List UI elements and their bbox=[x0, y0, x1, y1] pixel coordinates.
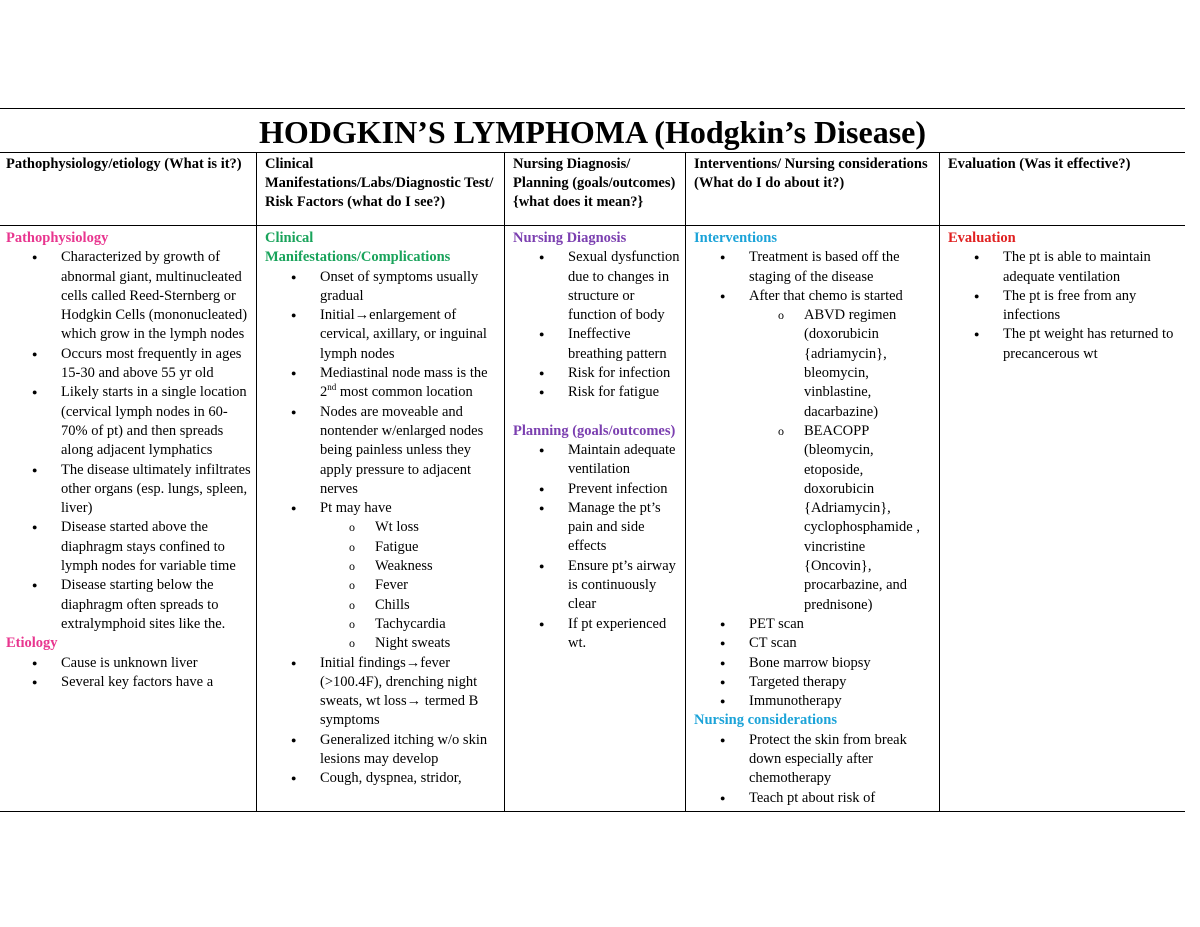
clinical-list bbox=[265, 268, 501, 789]
arrow-icon: → bbox=[406, 693, 422, 710]
header-clinical-manifestations: Clinical Manifestations/Labs/Diagnostic Test/ Risk Factors (what do I see?) bbox=[265, 156, 494, 211]
sublist-item: o Night sweats bbox=[375, 634, 501, 653]
list-item: ● Manage the pt’s pain and side effects bbox=[568, 499, 681, 557]
column-divider bbox=[685, 152, 686, 811]
list-item: ● Mediastinal node mass is the 2nd most common location bbox=[320, 364, 501, 403]
list-item: ● Teach pt about risk of bbox=[749, 789, 936, 808]
arrow-icon: → bbox=[354, 307, 370, 324]
list-item: ● Generalized itching w/o skin lesions may develop bbox=[320, 731, 501, 770]
list-item: ● Cause is unknown liver bbox=[61, 654, 252, 673]
list-item: ● Likely starts in a single location (cervical lymph nodes in 60-70% of pt) and then spreads along adjacent lymphatics bbox=[61, 383, 252, 460]
pathophysiology-list bbox=[6, 248, 252, 634]
title-divider bbox=[0, 152, 1185, 153]
column-divider bbox=[256, 152, 257, 811]
section-title-etiology: Etiology bbox=[6, 635, 58, 652]
list-item: ● Risk for fatigue bbox=[568, 383, 681, 402]
list-item: ● The pt is able to maintain adequate ventilation bbox=[1003, 248, 1180, 287]
list-item: ● Immunotherapy bbox=[749, 692, 936, 711]
list-item: ● Cough, dyspnea, stridor, bbox=[320, 769, 501, 788]
list-item: ● Initial→enlargement of cervical, axillary, or inguinal lymph nodes bbox=[320, 306, 501, 364]
sublist-item: o BEACOPP (bleomycin, etoposide, doxorubicin {Adriamycin}, cyclophosphamide , vincristine {Oncovin}, procarbazine, and prednisone) bbox=[804, 422, 936, 615]
arrow-icon: → bbox=[405, 654, 421, 671]
section-title-pathophysiology: Pathophysiology bbox=[6, 230, 109, 246]
list-item: ● Bone marrow biopsy bbox=[749, 654, 936, 673]
list-item: ● PET scan bbox=[749, 615, 936, 634]
header-divider bbox=[0, 225, 1185, 226]
header-pathophysiology: Pathophysiology/etiology (What is it?) bbox=[6, 156, 242, 172]
list-item: ● Several key factors have a bbox=[61, 673, 252, 692]
nursing-considerations-list bbox=[694, 731, 936, 808]
list-item: ● Risk for infection bbox=[568, 364, 681, 383]
section-title-nursing-considerations: Nursing considerations bbox=[694, 712, 838, 729]
list-item: ● Pt may have o Wt loss o Fatigue o Weakness o Fever o Chills o Tachycardia o Night sweats bbox=[320, 499, 501, 653]
column-interventions bbox=[694, 229, 936, 808]
list-item: ● Characterized by growth of abnormal giant, multinucleated cells called Reed-Sternberg or Hodgkin Cells (mononucleated) which grow in the lymph nodes bbox=[61, 248, 252, 344]
column-nursing-diagnosis bbox=[513, 229, 681, 653]
sublist-item: o ABVD regimen (doxorubicin {adriamycin}, bleomycin, vinblastine, dacarbazine) bbox=[804, 306, 936, 422]
list-item: ● The pt weight has returned to precancerous wt bbox=[1003, 325, 1180, 364]
header-evaluation: Evaluation (Was it effective?) bbox=[948, 156, 1131, 172]
etiology-list bbox=[6, 654, 252, 693]
column-evaluation bbox=[948, 229, 1180, 364]
sublist-item: o Weakness bbox=[375, 557, 501, 576]
sublist-item: o Fever bbox=[375, 576, 501, 595]
list-item: ● Initial findings→fever (>100.4F), drenching night sweats, wt loss→ termed B symptoms bbox=[320, 654, 501, 731]
list-item: ● Ensure pt’s airway is continuously clear bbox=[568, 557, 681, 615]
column-divider bbox=[939, 152, 940, 811]
list-item: ● After that chemo is started o ABVD regimen (doxorubicin {adriamycin}, bleomycin, vinblastine, dacarbazine) o BEACOPP (bleomycin, etoposide, doxorubicin {Adriamycin}, cyclophosphamide , vincristine {Oncovin}, procarbazine, and prednisone) bbox=[749, 287, 936, 615]
list-item: ● Sexual dysfunction due to changes in structure or function of body bbox=[568, 248, 681, 325]
list-item: ● Prevent infection bbox=[568, 480, 681, 499]
list-item: ● Protect the skin from break down especially after chemotherapy bbox=[749, 731, 936, 789]
list-item: ● Treatment is based off the staging of the disease bbox=[749, 248, 936, 287]
section-title-planning: Planning (goals/outcomes) bbox=[513, 422, 676, 439]
list-item: ● Ineffective breathing pattern bbox=[568, 325, 681, 364]
sublist-item: o Chills bbox=[375, 596, 501, 615]
section-title-nursing-diagnosis: Nursing Diagnosis bbox=[513, 230, 627, 246]
page-title: HODGKIN’S LYMPHOMA (Hodgkin’s Disease) bbox=[259, 114, 926, 150]
section-title-interventions: Interventions bbox=[694, 230, 777, 246]
planning-list bbox=[513, 441, 681, 653]
section-title-clinical: Clinical Manifestations/Complications bbox=[265, 230, 451, 266]
symptom-sublist bbox=[320, 518, 501, 653]
sublist-item: o Fatigue bbox=[375, 538, 501, 557]
regimen-sublist bbox=[749, 306, 936, 615]
list-item: ● Nodes are moveable and nontender w/enlarged nodes being painless unless they apply pressure to adjacent nerves bbox=[320, 403, 501, 499]
list-item: ● CT scan bbox=[749, 634, 936, 653]
header-interventions: Interventions/ Nursing considerations (What do I do about it?) bbox=[694, 156, 928, 192]
list-item: ● The pt is free from any infections bbox=[1003, 287, 1180, 326]
list-item: ● Onset of symptoms usually gradual bbox=[320, 268, 501, 307]
column-clinical-manifestations bbox=[265, 229, 501, 789]
section-title-evaluation: Evaluation bbox=[948, 230, 1016, 246]
list-item: ● Maintain adequate ventilation bbox=[568, 441, 681, 480]
evaluation-list bbox=[948, 248, 1180, 364]
list-item: ● If pt experienced wt. bbox=[568, 615, 681, 654]
list-item: ● The disease ultimately infiltrates other organs (esp. lungs, spleen, liver) bbox=[61, 461, 252, 519]
column-divider bbox=[504, 152, 505, 811]
sublist-item: o Wt loss bbox=[375, 518, 501, 537]
column-pathophysiology bbox=[6, 229, 252, 692]
list-item: ● Disease starting below the diaphragm often spreads to extralymphoid sites like the. bbox=[61, 576, 252, 634]
care-plan-table bbox=[0, 108, 1185, 812]
list-item: ● Disease started above the diaphragm stays confined to lymph nodes for variable time bbox=[61, 518, 252, 576]
diagnosis-list bbox=[513, 248, 681, 402]
sublist-item: o Tachycardia bbox=[375, 615, 501, 634]
list-item: ● Targeted therapy bbox=[749, 673, 936, 692]
list-item: ● Occurs most frequently in ages 15-30 and above 55 yr old bbox=[61, 345, 252, 384]
header-nursing-diagnosis: Nursing Diagnosis/ Planning (goals/outcomes) {what does it mean?} bbox=[513, 156, 676, 211]
interventions-list bbox=[694, 248, 936, 711]
